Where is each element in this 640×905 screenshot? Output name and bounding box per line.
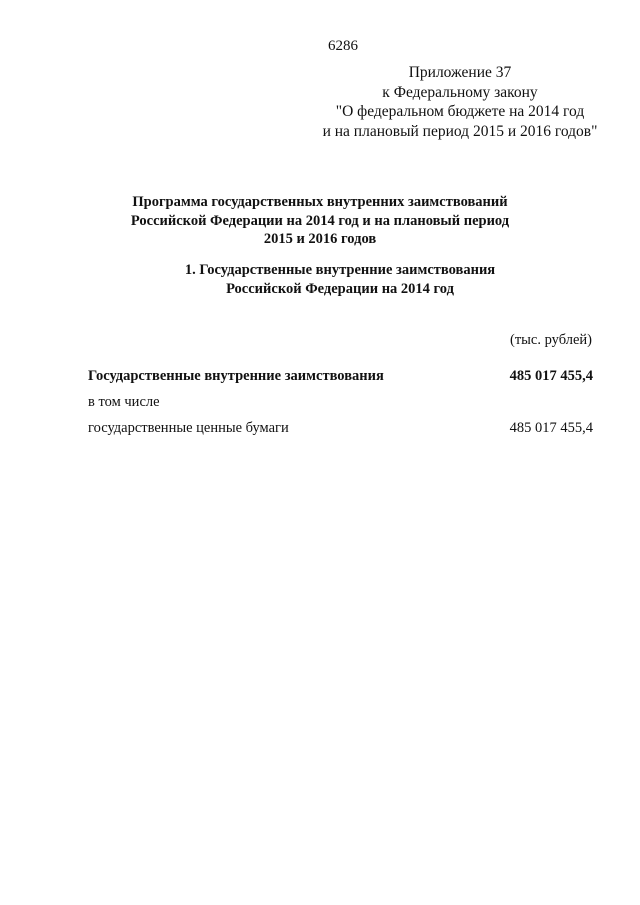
appendix-line: и на плановый период 2015 и 2016 годов" xyxy=(322,122,598,140)
row-value: 485 017 455,4 xyxy=(509,420,593,436)
section-title-line: Российской Федерации на 2014 год xyxy=(226,280,454,297)
row-value: 485 017 455,4 xyxy=(509,368,593,384)
document-title xyxy=(100,193,540,249)
appendix-line: Приложение 37 xyxy=(408,64,512,81)
row-label: в том числе xyxy=(88,394,160,410)
row-label: Государственные внутренние заимствования xyxy=(88,368,384,384)
section-title-line: 1. Государственные внутренние заимствования xyxy=(184,262,496,278)
units-label: (тыс. рублей) xyxy=(510,332,592,348)
row-label: государственные ценные бумаги xyxy=(88,420,289,436)
appendix-header xyxy=(300,63,620,141)
appendix-line: к Федеральному закону xyxy=(382,83,538,101)
title-line: Программа государственных внутренних заимствований xyxy=(132,194,508,210)
page-number: 6286 xyxy=(328,38,358,54)
title-line: 2015 и 2016 годов xyxy=(263,231,377,247)
section-title xyxy=(100,261,580,298)
title-line: Российской Федерации на 2014 год и на плановый период xyxy=(130,212,510,229)
appendix-line: "О федеральном бюджете на 2014 год xyxy=(335,103,585,120)
